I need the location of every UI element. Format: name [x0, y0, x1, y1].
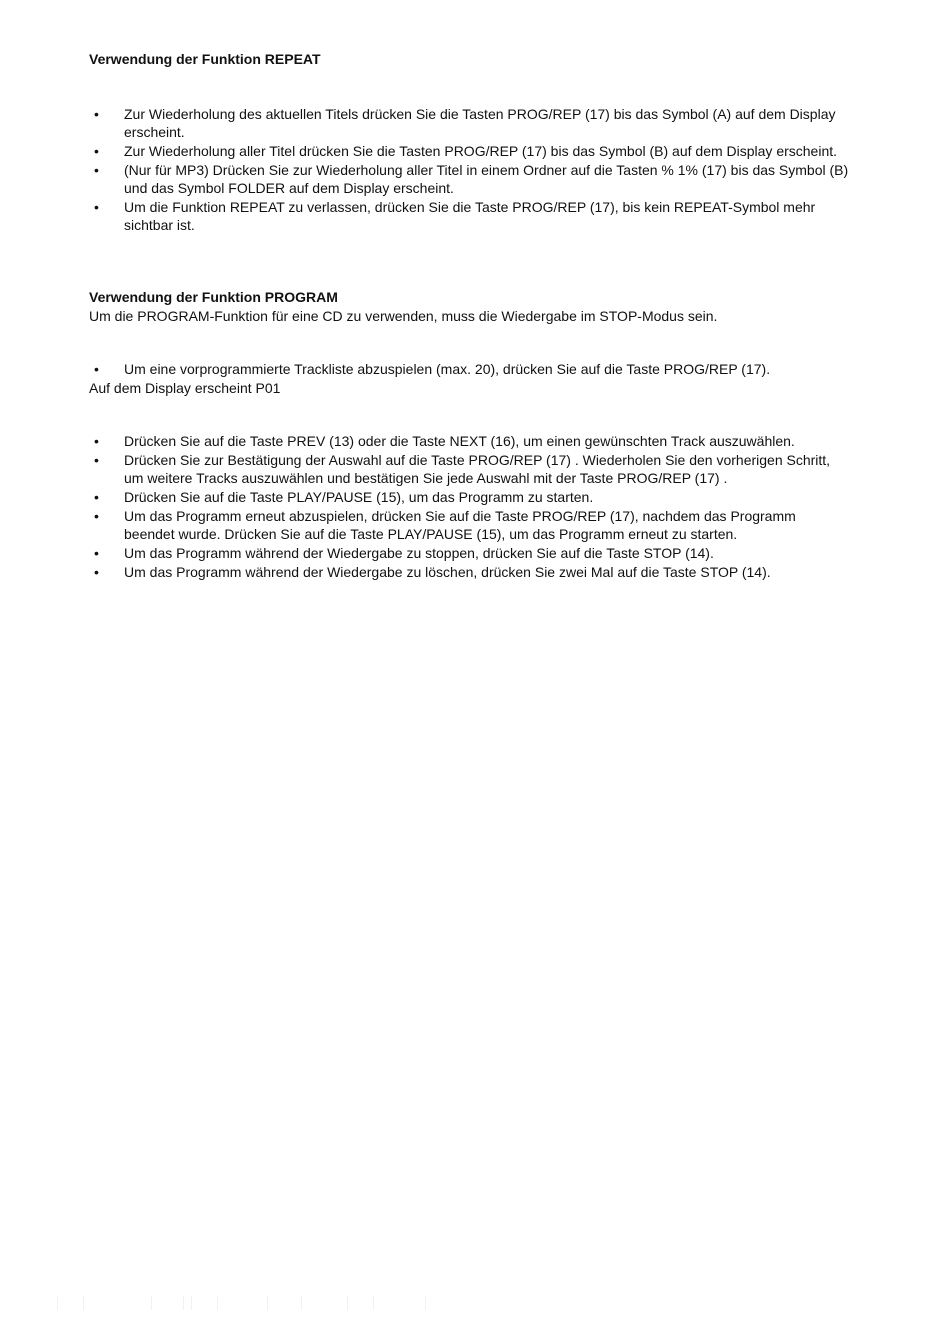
list-item — [89, 142, 849, 160]
bullet-icon: • — [94, 489, 99, 505]
list-item-text: Zur Wiederholung aller Titel drücken Sie die Tasten PROG/REP (17) bis das Symbol (B) auf dem Display erscheint. — [124, 143, 838, 159]
bullet-icon: • — [94, 199, 99, 215]
list-item — [89, 488, 849, 506]
bullet-icon: • — [94, 361, 99, 377]
list-item — [89, 161, 849, 197]
list-item — [89, 544, 849, 562]
program-heading: Verwendung der Funktion PROGRAM — [89, 289, 338, 305]
bullet-icon: • — [94, 106, 99, 122]
program-bullet-list — [89, 432, 849, 582]
list-item — [89, 451, 849, 487]
list-item-text: Um die Funktion REPEAT zu verlassen, drücken Sie die Taste PROG/REP (17), bis kein REPEAT-Symbol mehr sichtbar ist. — [124, 199, 816, 233]
list-item — [89, 105, 849, 141]
list-item-text: Drücken Sie auf die Taste PREV (13) oder die Taste NEXT (16), um einen gewünschten Track auszuwählen. — [124, 433, 795, 449]
scan-artifact-marks — [55, 1296, 435, 1310]
bullet-icon: • — [94, 545, 99, 561]
list-item-text: Drücken Sie auf die Taste PLAY/PAUSE (15), um das Programm zu starten. — [124, 489, 594, 505]
list-item-text: Drücken Sie zur Bestätigung der Auswahl auf die Taste PROG/REP (17) . Wiederholen Sie den vorherigen Schritt, um weitere Tracks auszuwählen und bestätigen Sie jede Auswahl mit der Taste PROG/REP (17) . — [124, 452, 831, 486]
list-item — [89, 507, 849, 543]
list-item-text: Um das Programm während der Wiedergabe zu löschen, drücken Sie zwei Mal auf die Taste STOP (14). — [124, 564, 771, 580]
bullet-icon: • — [94, 452, 99, 468]
bullet-icon: • — [94, 433, 99, 449]
display-note: Auf dem Display erscheint P01 — [89, 380, 281, 396]
list-item — [89, 198, 849, 234]
bullet-icon: • — [94, 508, 99, 524]
list-item — [89, 360, 849, 378]
list-item — [89, 432, 849, 450]
list-item-text: (Nur für MP3) Drücken Sie zur Wiederholung aller Titel in einem Ordner auf die Tasten % 1% (17) bis das Symbol (B) und das Symbol FOLDER auf dem Display erscheint. — [124, 162, 849, 196]
list-item-text: Um eine vorprogrammierte Trackliste abzuspielen (max. 20), drücken Sie auf die Taste PROG/REP (17). — [124, 361, 771, 377]
bullet-icon: • — [94, 564, 99, 580]
bullet-icon: • — [94, 162, 99, 178]
repeat-bullet-list — [89, 105, 849, 235]
list-item-text: Um das Programm erneut abzuspielen, drücken Sie auf die Taste PROG/REP (17), nachdem das Programm beendet wurde. Drücken Sie auf die Taste PLAY/PAUSE (15), um das Programm erneut zu starten. — [124, 508, 796, 542]
program-single-bullet — [89, 360, 849, 378]
list-item — [89, 563, 849, 581]
program-intro: Um die PROGRAM-Funktion für eine CD zu verwenden, muss die Wiedergabe im STOP-Modus sein. — [89, 308, 718, 324]
list-item-text: Um das Programm während der Wiedergabe zu stoppen, drücken Sie auf die Taste STOP (14). — [124, 545, 714, 561]
bullet-icon: • — [94, 143, 99, 159]
repeat-heading: Verwendung der Funktion REPEAT — [89, 51, 321, 67]
list-item-text: Zur Wiederholung des aktuellen Titels drücken Sie die Tasten PROG/REP (17) bis das Symbol (A) auf dem Display erscheint. — [124, 106, 836, 140]
